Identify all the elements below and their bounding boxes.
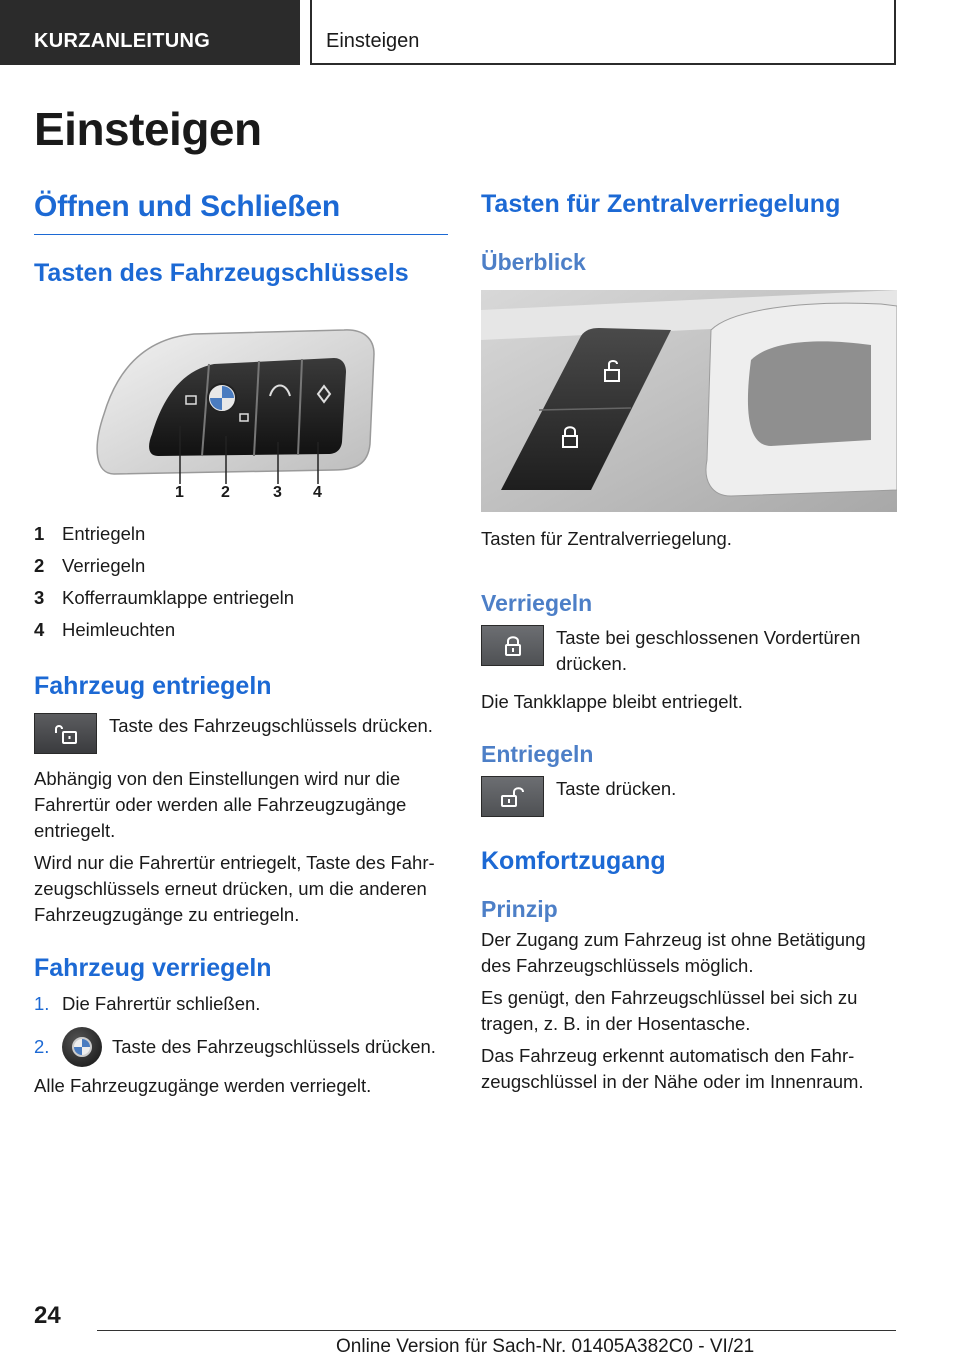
principle-paragraph-3: Das Fahrzeug erkennt automatisch den Fahrzeugschlüssel in der Nähe oder im Innenraum.: [481, 1045, 864, 1092]
bmw-key-icon: [62, 1027, 102, 1067]
lock-button-icon: [481, 625, 544, 666]
list-item: 1 Entriegeln: [34, 523, 146, 544]
callout-3: 3: [273, 484, 282, 501]
left-column: [34, 190, 448, 1099]
heading-lock-vehicle: Fahrzeug verriegeln: [34, 954, 272, 982]
unlock-button-icon: [34, 713, 97, 754]
heading-principle: Prinzip: [481, 896, 558, 922]
header-section-label: KURZANLEITUNG: [34, 30, 211, 52]
unlock-paragraph-2: Wird nur die Fahrertür entriegelt, Taste des Fahrzeugschlüssels erneut drücken, um die anderen Fahrzeugzugänge zu entriegeln.: [34, 852, 435, 925]
header-chapter-label: Einsteigen: [326, 30, 420, 52]
principle-paragraph-2: Es genügt, den Fahrzeugschlüssel bei sich zu tragen, z. B. in der Hosentasche.: [481, 987, 858, 1034]
callout-4: 4: [313, 484, 322, 501]
page-number: 24: [34, 1302, 61, 1329]
unlock-central-instruction: [481, 776, 897, 817]
unlock-paragraph-1: Abhängig von den Einstellungen wird nur die Fahrertür oder werden alle Fahrzeugzugänge entriegelt.: [34, 768, 407, 841]
list-item: 4 Heimleuchten: [34, 619, 176, 640]
heading-unlock: Entriegeln: [481, 741, 594, 767]
unlock-central-button-icon: [481, 776, 544, 817]
header-chapter-tab: [310, 0, 896, 65]
lock-step-2: 2. Taste des Fahrzeugschlüssels drücken.: [34, 1027, 448, 1067]
key-fob-illustration: [34, 324, 448, 504]
unlock-central-text: Taste drücken.: [556, 778, 677, 799]
callout-1: 1: [175, 484, 184, 501]
unlock-text: Taste des Fahrzeugschlüssels drücken.: [109, 715, 433, 736]
key-legend-list: [34, 518, 448, 646]
section-title-open-close: Öffnen und Schließen: [34, 190, 448, 235]
footer-divider: [97, 1330, 896, 1331]
door-panel-illustration: [481, 290, 897, 512]
lock-instruction: [481, 625, 897, 677]
unlock-instruction: [34, 713, 448, 754]
heading-overview: Überblick: [481, 249, 586, 275]
right-column: [481, 190, 897, 1095]
lock-step-1: 1. Die Fahrertür schließen.: [34, 993, 261, 1014]
footer-version: Online Version für Sach-Nr. 01405A382C0 - VI/21: [336, 1336, 755, 1357]
lock-result: Alle Fahrzeugzugänge werden verriegelt.: [34, 1075, 372, 1096]
heading-unlock-vehicle: Fahrzeug entriegeln: [34, 672, 272, 700]
figure-caption: Tasten für Zentralverriegelung.: [481, 528, 732, 549]
list-item: 3 Kofferraumklappe entriegeln: [34, 587, 295, 608]
lock-note: Die Tankklappe bleibt entriegelt.: [481, 691, 743, 712]
lock-text: Taste bei geschlossenen Vordertüren drücken.: [556, 627, 861, 674]
heading-lock: Verriegeln: [481, 590, 593, 616]
heading-comfort-access: Komfortzugang: [481, 847, 666, 875]
heading-key-buttons: Tasten des Fahrzeugschlüssels: [34, 259, 409, 287]
callout-2: 2: [221, 484, 230, 501]
list-item: 2 Verriegeln: [34, 555, 146, 576]
page-title: Einsteigen: [34, 103, 262, 155]
heading-central-locking: Tasten für Zentralverriegelung: [481, 190, 841, 218]
header-section-tab: [0, 0, 300, 65]
principle-paragraph-1: Der Zugang zum Fahrzeug ist ohne Betätigung des Fahrzeugschlüssels möglich.: [481, 929, 866, 976]
key-fob-figure: [34, 324, 448, 504]
central-locking-figure: [481, 290, 897, 512]
